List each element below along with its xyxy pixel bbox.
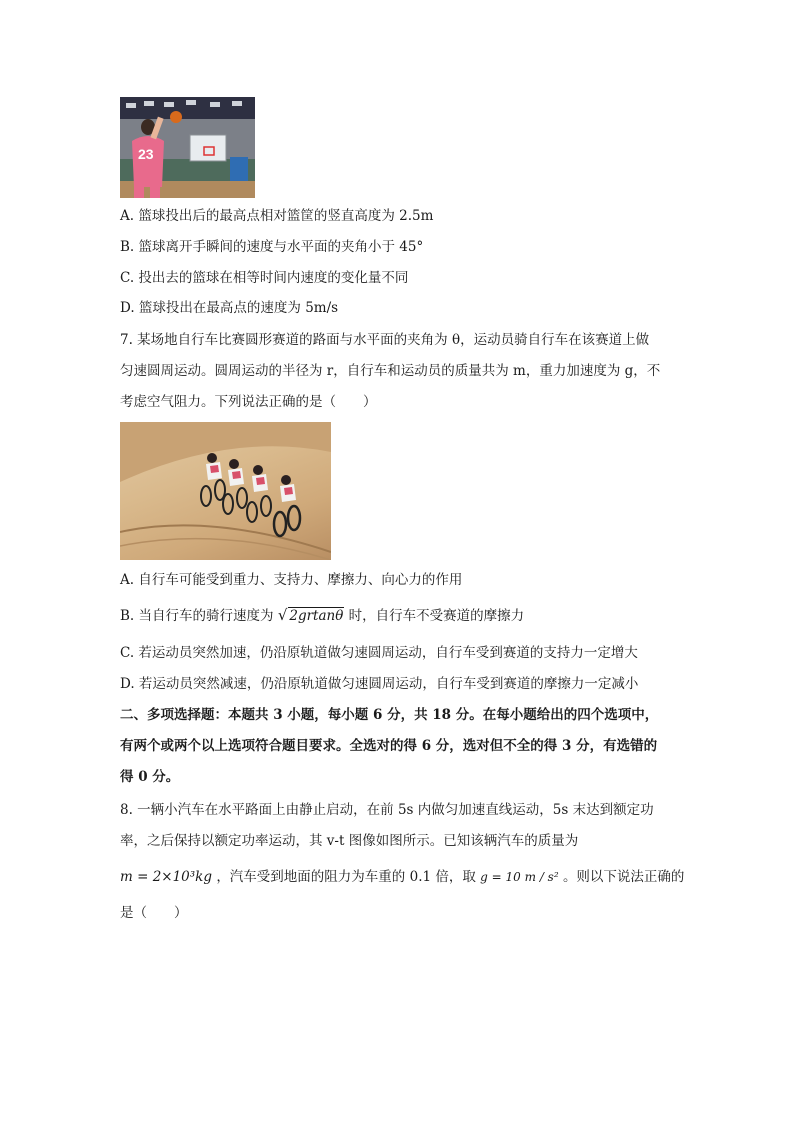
cyclists-group (201, 453, 300, 536)
q8-stem-line2: 率，之后保持以额定功率运动，其 v-t 图像如图所示。已知该辆汽车的质量为 (120, 833, 579, 849)
q8-stem-line3 (120, 867, 684, 887)
q7-option-b-suffix: 时，自行车不受赛道的摩擦力 (348, 608, 525, 624)
cycling-scene-illustration (120, 422, 331, 560)
q6-option-b: B. 篮球离开手瞬间的速度与水平面的夹角小于 45° (120, 239, 424, 255)
sqrt-sign-icon: √ (277, 606, 288, 624)
section2-line2: 有两个或两个以上选项符合题目要求。全选对的得 6 分，选对但不全的得 3 分，有选错的 (120, 738, 658, 754)
q8-stem-line3-mid: ，汽车受到地面的阻力为车重的 0.1 倍，取 (216, 869, 476, 885)
basketball-scene-illustration (120, 97, 255, 198)
section2-line3: 得 0 分。 (120, 769, 180, 785)
section2-line1: 二、多项选择题：本题共 3 小题，每小题 6 分，共 18 分。在每小题给出的四个选项中， (120, 707, 659, 723)
q8-stem-line1: 8. 一辆小汽车在水平路面上由静止启动，在前 5s 内做匀加速直线运动，5s 末达到额定功 (120, 802, 654, 818)
q7-stem-line2: 匀速圆周运动。圆周运动的半径为 r，自行车和运动员的质量共为 m，重力加速度为 g，不 (120, 363, 661, 379)
q6-option-d: D. 篮球投出在最高点的速度为 5m/s (120, 300, 339, 316)
jersey-number: 23 (138, 146, 154, 162)
q7-option-c: C. 若运动员突然加速，仍沿原轨道做匀速圆周运动，自行车受到赛道的支持力一定增大 (120, 645, 638, 661)
q8-stem-line4: 是（ ） (120, 905, 188, 921)
q7-option-a: A. 自行车可能受到重力、支持力、摩擦力、向心力的作用 (120, 572, 463, 588)
q7-option-b-prefix: B. 当自行车的骑行速度为 (120, 608, 274, 624)
q7-stem-line1: 7. 某场地自行车比赛圆形赛道的路面与水平面的夹角为 θ，运动员骑自行车在该赛道上做 (120, 332, 650, 348)
q8-g-formula: g = 10 m / s² (480, 870, 559, 884)
q6-option-c: C. 投出去的篮球在相等时间内速度的变化量不同 (120, 270, 409, 286)
cycling-track-photo (120, 422, 331, 560)
q8-stem-line3-end: 。则以下说法正确的 (562, 869, 685, 885)
basketball-photo (120, 97, 255, 198)
q8-mass-formula: m = 2×10³kg (120, 869, 213, 885)
q7-stem-line3: 考虑空气阻力。下列说法正确的是（ ） (120, 394, 377, 410)
q7-option-b (120, 605, 524, 626)
q7-option-d: D. 若运动员突然减速，仍沿原轨道做匀速圆周运动，自行车受到赛道的摩擦力一定减小 (120, 676, 639, 692)
q6-option-a: A. 篮球投出后的最高点相对篮筐的竖直高度为 2.5m (120, 208, 434, 224)
q7-option-b-sqrt: 2grtanθ (289, 608, 344, 624)
